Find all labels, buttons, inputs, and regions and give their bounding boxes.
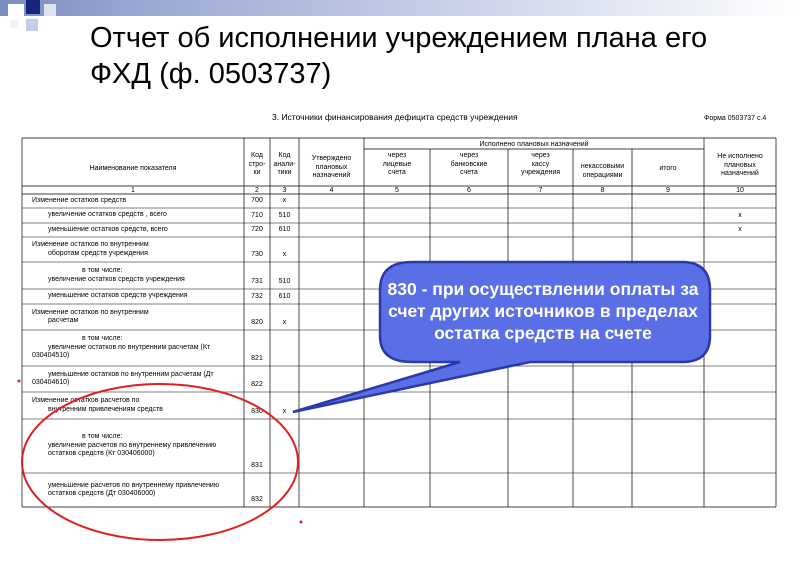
row-label: уменьшение остатков средств, всего: [48, 225, 168, 233]
row-line-code: 730: [251, 251, 263, 258]
row-line-code: 700: [251, 197, 263, 204]
row-label: остатков средств (Дт 030406000): [48, 490, 156, 497]
row-label: увеличение расчетов по внутреннему привлечению: [48, 441, 217, 449]
header-personal-accounts: лицевые: [382, 160, 412, 168]
row-label: увеличение остатков средств , всего: [48, 211, 167, 219]
row-analytic-code: 510: [278, 212, 291, 219]
header-personal-accounts: счета: [388, 169, 406, 176]
row-line-code: 832: [251, 496, 263, 503]
header-line-code: Код: [251, 152, 263, 159]
callout-text: 830 - при осуществлении оплаты за счет других источников в пределах остатка средств на счете: [387, 279, 699, 343]
row-line-code: 822: [251, 381, 263, 388]
header-approved: плановых: [315, 163, 348, 171]
header-non-cash: операциями: [582, 171, 623, 179]
header-non-cash: некассовыми: [580, 163, 625, 170]
highlight-circle: [22, 384, 298, 540]
row-analytic-code: 610: [278, 293, 291, 300]
column-number: 6: [467, 187, 471, 194]
header-not-executed: Не исполнено: [717, 153, 763, 160]
row-label: уменьшение остатков средств учреждения: [48, 292, 188, 300]
header-personal-accounts: через: [387, 152, 407, 159]
row-line-code: 710: [251, 212, 263, 219]
form-code: Форма 0503737 с.4: [704, 115, 767, 122]
header-total: итого: [659, 165, 677, 172]
header-bank-accounts: через: [459, 152, 479, 159]
row-label: Изменение остатков расчетов по: [32, 397, 140, 404]
row-label: Изменение остатков средств: [32, 196, 127, 204]
row-label: Изменение остатков по внутренним: [32, 308, 149, 316]
header-not-executed: назначений: [721, 170, 759, 177]
row-label: уменьшение остатков по внутренним расчетам (Дт: [48, 370, 214, 378]
header-name: Наименование показателя: [89, 165, 177, 172]
row-analytic-code: 610: [278, 226, 291, 233]
section-title: 3. Источники финансирования дефицита средств учреждения: [272, 112, 518, 122]
row-label: в том числе:: [82, 267, 123, 274]
row-label: Изменение остатков по внутренним: [32, 241, 149, 248]
slide-title-line-2: ФХД (ф. 0503737): [90, 58, 332, 90]
row-line-code: 821: [251, 355, 263, 362]
column-number: 2: [255, 187, 259, 194]
red-dot-2: [300, 521, 303, 524]
row-analytic-code: x: [282, 197, 287, 204]
header-executed: Исполнено плановых назначений: [479, 141, 589, 148]
column-number: 1: [131, 187, 135, 194]
row-label: в том числе:: [82, 335, 123, 343]
column-number: 3: [282, 187, 287, 194]
column-number: 8: [600, 187, 605, 194]
column-number: 4: [329, 187, 334, 194]
header-approved: Утверждено: [311, 155, 352, 162]
row-label: 030404510): [32, 352, 70, 360]
header-not-executed: плановых: [724, 161, 756, 169]
row-line-code: 831: [251, 462, 263, 469]
row-label: 030404610): [32, 379, 70, 386]
row-label: оборотам средств учреждения: [48, 249, 148, 257]
row-line-code: 732: [251, 293, 263, 300]
row-label: увеличение остатков средств учреждения: [48, 275, 185, 283]
row-line-code: 731: [251, 278, 263, 285]
header-cash: через: [531, 152, 550, 159]
column-number: 7: [538, 187, 543, 194]
row-analytic-code: x: [282, 319, 287, 326]
header-analytic-code: анали-: [273, 160, 296, 168]
column-number: 10: [736, 187, 744, 194]
row-not-executed: x: [738, 212, 742, 219]
column-number: 5: [395, 187, 399, 194]
header-line-code: стро-: [248, 160, 266, 168]
column-number: 9: [666, 187, 670, 194]
red-dot-1: [18, 380, 21, 383]
row-label: расчетам: [48, 317, 79, 324]
row-line-code: 830: [251, 408, 263, 415]
row-label: остатков средств (Кт 030406000): [48, 450, 155, 458]
row-label: увеличение остатков по внутренним расчетам (Кт: [48, 343, 211, 351]
row-not-executed: x: [738, 226, 742, 233]
header-approved: назначений: [312, 172, 351, 179]
header-line-code: ки: [253, 169, 261, 176]
header-analytic-code: тики: [277, 169, 292, 176]
row-label: внутренним привлечениям средств: [48, 405, 163, 413]
row-analytic-code: 510: [278, 278, 291, 285]
row-analytic-code: x: [282, 251, 287, 258]
row-line-code: 820: [251, 319, 263, 326]
header-cash: кассу: [531, 160, 550, 168]
row-line-code: 720: [251, 226, 263, 233]
slide-title-line-1: Отчет об исполнении учреждением плана его: [90, 22, 708, 54]
header-analytic-code: Код: [278, 152, 291, 159]
row-label: уменьшение расчетов по внутреннему привлечению: [48, 481, 220, 489]
header-bank-accounts: банковские: [450, 160, 488, 168]
header-cash: учреждения: [520, 169, 561, 176]
header-bank-accounts: счета: [460, 169, 478, 176]
row-label: в том числе:: [82, 433, 123, 441]
row-analytic-code: x: [282, 408, 287, 415]
